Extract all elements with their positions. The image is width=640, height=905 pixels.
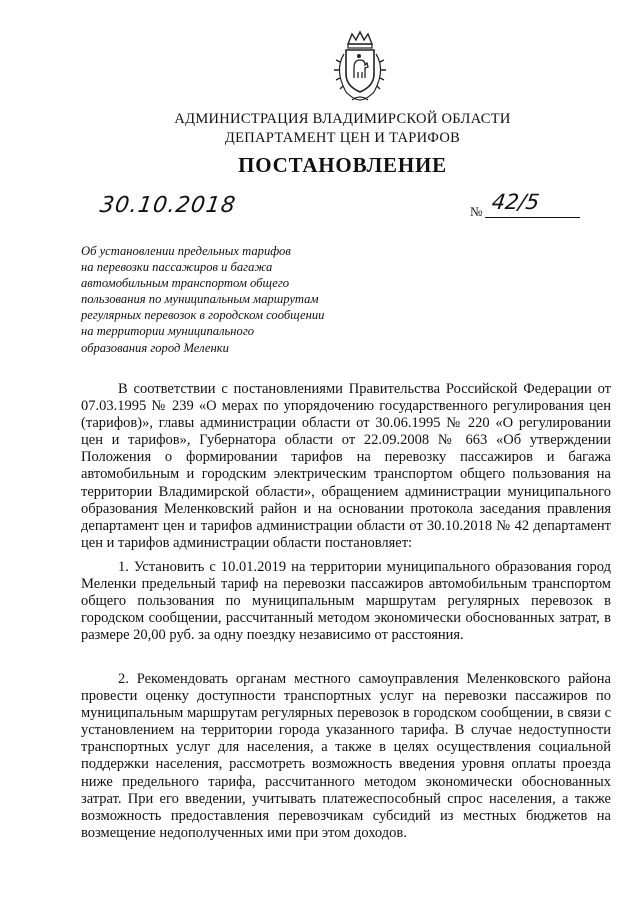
preamble-text: В соответствии с постановлениями Правительства Российской Федерации от 07.03.1995 № 239 «О мерах по упорядочению государственного регулирования цен (тарифов)», главы администрации области от 30.06.1995 № 220 «О регулировании цен и тарифов», Губернатора области от 22.09.2008 № 663 «Об утверждении Положения о формировании тарифов на перевозку пассажиров и багажа автомобильным и городским электрическим транспортом общего пользования на территории Владимирской области», обращением администрации муниципального образования Меленковский район и на основании протокола заседания правления департамент цен и тарифов администрации области от 30.10.2018 № 42 департамент цен и тарифов администрации области постановляет: (81, 381, 611, 551)
preamble-paragraph (81, 381, 611, 552)
subject-line: пользования по муниципальным маршрутам (81, 292, 319, 307)
coat-of-arms-icon (328, 30, 392, 104)
item-1-paragraph (81, 559, 611, 644)
org-name-department: ДЕПАРТАМЕНТ ЦЕН И ТАРИФОВ (224, 130, 461, 146)
item-2-paragraph (81, 671, 611, 842)
subject-line: Об установлении предельных тарифов (81, 244, 291, 258)
item-1-text: 1. Установить с 10.01.2019 на территории муниципального образования город Меленки предельный тариф на перевозки пассажиров автомобильным транспортом общего пользования по муниципальным маршрутам регулярных перевозок в городском сообщении, рассчитанный методом экономически обоснованных затрат, в размере 20,00 руб. за одну поездку независимо от расстояния. (81, 559, 611, 644)
subject-line: образования город Меленки (81, 340, 229, 355)
number-sign: № (470, 204, 483, 219)
document-date: 30.10.2018 (98, 193, 238, 218)
number-underline (485, 217, 580, 218)
org-name-region: АДМИНИСТРАЦИЯ ВЛАДИМИРСКОЙ ОБЛАСТИ (174, 111, 511, 127)
subject-line: автомобильным транспортом общего (81, 276, 290, 291)
document-subject (81, 243, 371, 356)
document-number: 42/5 (490, 190, 541, 214)
subject-line: на территории муниципального (81, 324, 255, 339)
document-type-title: ПОСТАНОВЛЕНИЕ (238, 153, 447, 177)
subject-line: регулярных перевозок в городском сообщении (81, 308, 325, 323)
subject-line: на перевозки пассажиров и багажа (81, 260, 273, 275)
item-2-text: 2. Рекомендовать органам местного самоуправления Меленковского района провести оценку доступности транспортных услуг на перевозки пассажиров по муниципальным маршрутам регулярных перевозок в городском сообщении, в связи с установлением на территории города указанного тарифа. В случае недоступности транспортных услуг для населения, а также в целях осуществления социальной поддержки населения, рассмотреть возможность введения уровня оплаты проезда ниже предельного тарифа, рассчитанного методом экономически обоснованных затрат. При его введении, учитывать платежеспособный спрос населения, а также возможность предоставления перевозчикам субсидий из местных бюджетов на возмещение недополученных ими при этом доходов. (81, 671, 611, 841)
